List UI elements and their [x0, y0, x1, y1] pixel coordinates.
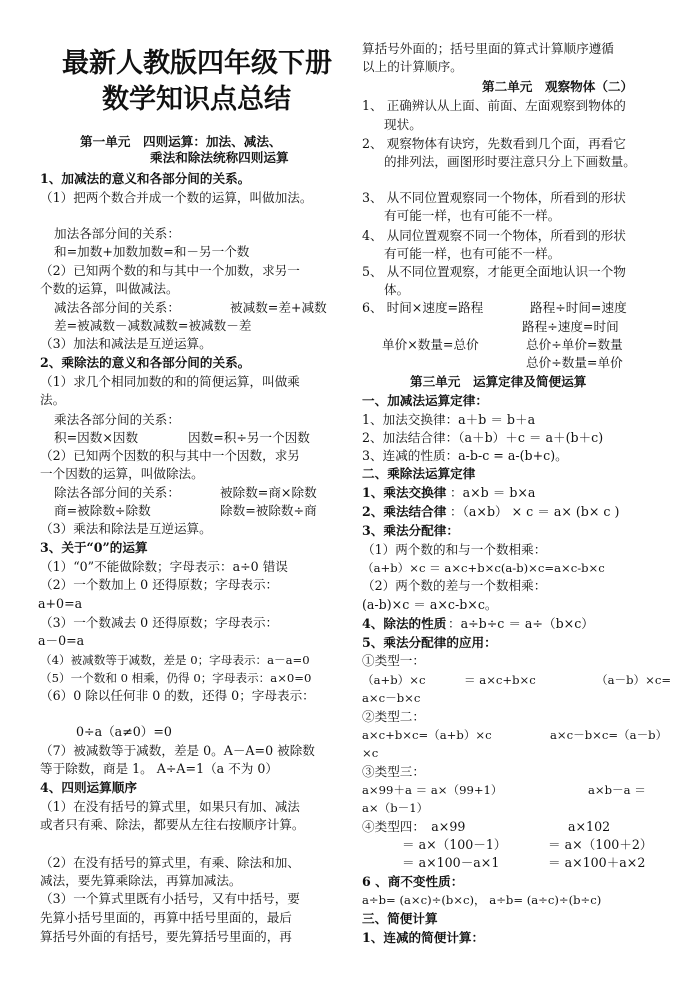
type-label: ②类型二： — [362, 709, 425, 724]
text-line: （3）乘法和除法是互逆运算。 — [40, 521, 212, 536]
text-line: （5）一个数和 0 相乘，仍得 0；字母表示：a×0=0 — [40, 671, 312, 685]
formula-line: a×c－b×c — [362, 691, 421, 705]
text-line: 的排列法，画图形时要注意只分上下画数量。 — [384, 154, 636, 169]
section-heading: 1、加减法的意义和各部分间的关系。 — [40, 171, 251, 186]
section-heading: 3、关于“0”的运算 — [40, 540, 148, 555]
formula-line: ④类型四： a×99 — [362, 819, 466, 834]
formula-line: 积=因数×因数 — [54, 430, 139, 445]
text-line: 5、 从不同位置观察，才能更全面地认识一个物 — [362, 264, 626, 279]
unit1-heading: 第一单元 四则运算：加法、减法、 — [80, 134, 282, 149]
text-line: 减法，要先算乘除法，再算加减法。 — [40, 873, 242, 888]
law-name: 5、乘法分配律的应用： — [362, 635, 497, 650]
doc-title-line2: 数学知识点总结 — [102, 84, 291, 115]
formula-line: （a+b）×c ＝ a×c+b×c(a-b)×c=a×c-b×c — [362, 561, 605, 575]
section-heading: 二、乘除法运算定律 — [362, 466, 476, 481]
text-line: （6）0 除以任何非 0 的数，还得 0；字母表示： — [40, 688, 315, 703]
formula-line: 因数=积÷另一个因数 — [188, 430, 310, 445]
text-line: 加法各部分间的关系： — [54, 226, 180, 241]
formula-line: 和=加数+加数加数=和－另一个数 — [54, 244, 250, 259]
formula-line: 总价÷单价=数量 — [526, 337, 623, 352]
text-line: 有可能一样，也有可能不一样。 — [384, 246, 561, 261]
formula-line: a+0=a — [38, 596, 83, 611]
formula-line: a×102 — [568, 819, 611, 834]
formula-line: (a-b)×c ＝ a×c-b×c。 — [362, 597, 498, 612]
formula-line: 总价÷数量=单价 — [526, 355, 623, 370]
text-line: （1）两个数的和与一个数相乘： — [362, 542, 547, 557]
text-line: 先算小括号里面的，再算中括号里面的，最后 — [40, 910, 292, 925]
formula-line: ＝ a×（100－1） — [402, 837, 507, 852]
formula-line: （a－b）×c= — [596, 673, 672, 687]
formula-line: a×c－b×c=（a－b） — [550, 728, 668, 742]
text-line: 除法各部分间的关系： — [54, 485, 180, 500]
unit2-heading: 第二单元 观察物体（二） — [482, 79, 634, 94]
text-line: （3）一个算式里既有小括号，又有中括号，要 — [40, 891, 300, 906]
formula-line: 3、连减的性质：a-b-c = a-(b+c)。 — [362, 448, 568, 463]
text-line: 个数的运算，叫做减法。 — [40, 281, 179, 296]
formula-line: 单价×数量=总价 — [382, 337, 479, 352]
section-heading: 2、乘除法的意义和各部分间的关系。 — [40, 355, 251, 370]
formula-line: 0÷a（a≠0）=0 — [76, 724, 172, 739]
law-name: 4、除法的性质 — [362, 616, 447, 631]
text-line: 算括号外面的；括号里面的算式计算顺序遵循 — [362, 41, 614, 56]
formula-line: ：a÷b÷c ＝ a÷（b×c） — [448, 616, 594, 631]
unit3-heading: 第三单元 运算定律及简便运算 — [410, 374, 587, 389]
text-line: （1）“0”不能做除数；字母表示：a÷0 错误 — [40, 559, 288, 574]
section-heading: 一、加减法运算定律： — [362, 393, 488, 408]
text-line: 或者只有乘、除法，都要从左往右按顺序计算。 — [40, 817, 305, 832]
formula-line: 1、加法交换律：a＋b ＝ b＋a — [362, 412, 536, 427]
text-line: 减法各部分间的关系： — [54, 300, 180, 315]
unit1-heading-cont: 乘法和除法统称四则运算 — [150, 150, 289, 165]
section-heading: 6 、商不变性质： — [362, 874, 464, 889]
law-name: 1、乘法交换律 — [362, 485, 447, 500]
text-line: 体。 — [384, 282, 410, 297]
formula-line: ＝ a×（100＋2） — [548, 837, 653, 852]
type-label: ③类型三： — [362, 764, 425, 779]
text-line: 4、 从同位置观察不同一个物体，所看到的形状 — [362, 228, 626, 243]
formula-line: 被除数=商×除数 — [220, 485, 317, 500]
formula-line: ：（a×b） × c ＝ a× (b× c ) — [450, 504, 620, 519]
text-line: 等于除数，商是 1。 A÷A=1（a 不为 0） — [40, 761, 278, 776]
text-line: 3、 从不同位置观察同一个物体，所看到的形状 — [362, 190, 626, 205]
formula-line: ＝ a×100＋a×2 — [548, 855, 646, 870]
formula-line: （a+b）×c — [362, 673, 426, 687]
text-line: 法。 — [40, 392, 66, 407]
text-line: 算括号外面的有括号，要先算括号里面的，再 — [40, 929, 292, 944]
text-line: 乘法各部分间的关系： — [54, 412, 180, 427]
text-line: （1）把两个数合并成一个数的运算，叫做加法。 — [40, 190, 313, 205]
text-line: （3）一个数减去 0 还得原数；字母表示： — [40, 615, 279, 630]
formula-line: ＝ a×100－a×1 — [402, 855, 500, 870]
formula-line: 6、 时间×速度=路程 — [362, 300, 484, 315]
type-label: ①类型一： — [362, 653, 425, 668]
formula-line: a×（b－1） — [362, 801, 429, 815]
formula-line: ：a×b ＝ b×a — [450, 485, 536, 500]
formula-line: a－0=a — [38, 633, 85, 648]
text-line: （1）在没有括号的算式里，如果只有加、减法 — [40, 799, 300, 814]
formula-line: a÷b= (a×c)÷(b×c)， a÷b= (a÷c)÷(b÷c) — [362, 893, 602, 907]
text-line: （1）求几个相同加数的和的简便运算，叫做乘 — [40, 374, 300, 389]
law-name: 2、乘法结合律 — [362, 504, 447, 519]
formula-line: 被减数=差+减数 — [230, 300, 327, 315]
formula-line: a×b－a ＝ — [588, 783, 646, 797]
text-line: （2）两个数的差与一个数相乘： — [362, 578, 547, 593]
law-name: 3、乘法分配律： — [362, 523, 459, 538]
formula-line: 2、加法结合律：（a＋b）＋c ＝ a＋(b＋c) — [362, 430, 604, 445]
formula-line: 差=被减数－减数减数=被减数－差 — [54, 318, 252, 333]
text-line: （2）一个数加上 0 还得原数；字母表示： — [40, 577, 279, 592]
formula-line: a×c+b×c=（a+b）×c — [362, 728, 492, 742]
text-line: 一个因数的运算，叫做除法。 — [40, 466, 204, 481]
formula-line: ×c — [362, 746, 379, 760]
text-line: 现状。 — [384, 117, 422, 132]
section-heading: 4、四则运算顺序 — [40, 780, 137, 795]
text-line: （2）已知两个数的和与其中一个加数，求另一 — [40, 263, 300, 278]
text-line: （7）被减数等于减数，差是 0。A－A=0 被除数 — [40, 743, 315, 758]
formula-line: a×99＋a ＝ a×（99+1） — [362, 783, 503, 797]
text-line: 1、 正确辨认从上面、前面、左面观察到物体的 — [362, 98, 626, 113]
text-line: 2、 观察物体有诀窍，先数看到几个面，再看它 — [362, 136, 626, 151]
formula-line: 路程÷速度=时间 — [522, 319, 619, 334]
text-line: 有可能一样，也有可能不一样。 — [384, 208, 561, 223]
doc-title-line1: 最新人教版四年级下册 — [62, 48, 332, 79]
text-line: （4）被减数等于减数，差是 0；字母表示：a－a=0 — [40, 653, 310, 667]
text-line: 以上的计算顺序。 — [362, 59, 463, 74]
formula-line: 路程÷时间=速度 — [530, 300, 627, 315]
section-heading: 1、连减的简便计算： — [362, 930, 485, 945]
section-heading: 三、简便计算 — [362, 911, 438, 926]
text-line: （2）已知两个因数的积与其中一个因数，求另 — [40, 448, 300, 463]
formula-line: 商=被除数÷除数 — [54, 503, 151, 518]
text-line: （2）在没有括号的算式里，有乘、除法和加、 — [40, 855, 300, 870]
formula-line: ＝ a×c+b×c — [464, 673, 536, 687]
formula-line: 除数=被除数÷商 — [220, 503, 317, 518]
text-line: （3）加法和减法是互逆运算。 — [40, 336, 212, 351]
